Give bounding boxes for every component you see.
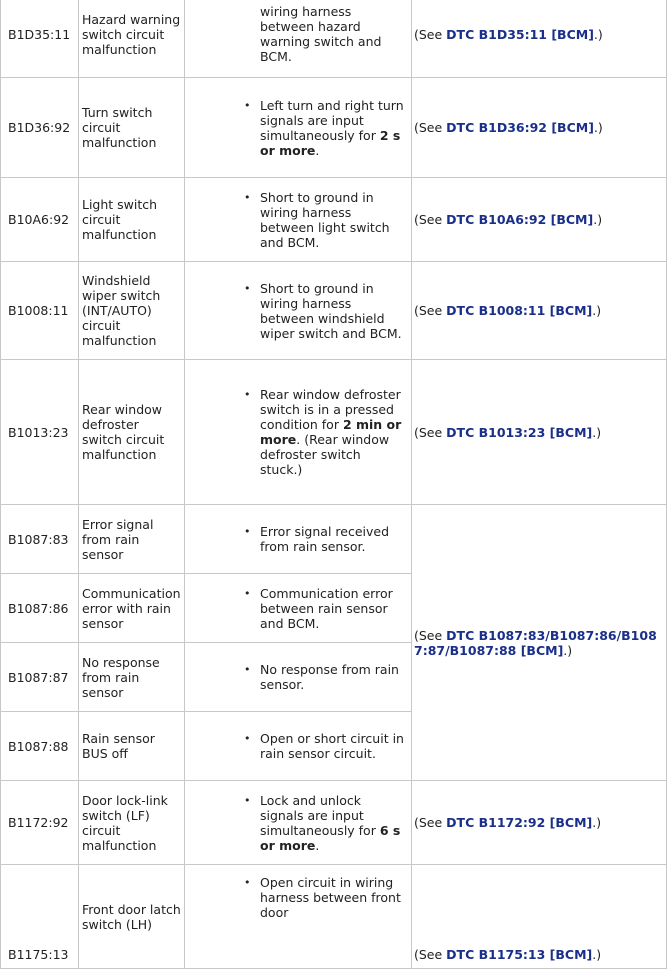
reference-cell (412, 781, 667, 865)
condition-emphasis: 2 s or more (260, 127, 401, 158)
condition-bullet (188, 190, 408, 250)
dtc-name: Communication error with rain sensor (79, 574, 185, 643)
condition-text: No response from rain sensor. (260, 662, 399, 692)
dtc-code: B1087:86 (1, 574, 79, 643)
dtc-reference-link[interactable]: DTC B1D36:92 [BCM] (446, 120, 594, 135)
reference-cell (412, 360, 667, 505)
dtc-name: Rain sensor BUS off (79, 712, 185, 781)
condition-text: Lock and unlock signals are input simultaneously for (260, 792, 380, 838)
dtc-name: Hazard warning switch circuit malfunction (79, 0, 185, 78)
detection-condition (185, 262, 412, 360)
detection-condition (185, 78, 412, 178)
detection-condition (185, 643, 412, 712)
detection-condition (185, 574, 412, 643)
dtc-name: Front door latch switch (LH) (79, 865, 185, 969)
ref-open: (See (414, 947, 447, 962)
dtc-reference-link[interactable]: DTC B1087:83/B1087:86/B1087:87/B1087:88 [BCM] (414, 627, 657, 658)
detection-condition (185, 781, 412, 865)
dtc-name: Light switch circuit malfunction (79, 178, 185, 262)
dtc-code: B1D36:92 (1, 78, 79, 178)
ref-open: (See (414, 212, 447, 227)
table-row (1, 178, 667, 262)
dtc-reference-link[interactable]: DTC B1175:13 [BCM] (446, 947, 593, 962)
reference-cell (412, 78, 667, 178)
dtc-code: B1013:23 (1, 360, 79, 505)
condition-text: Open circuit in wiring harness between front door (260, 875, 401, 920)
condition-bullet (188, 586, 408, 631)
condition-bullet (188, 662, 408, 692)
detection-condition (185, 712, 412, 781)
condition-bullet (188, 98, 408, 158)
dtc-reference-link[interactable]: DTC B10A6:92 [BCM] (446, 212, 594, 227)
condition-emphasis: 2 min or more (260, 417, 402, 447)
detection-condition (185, 178, 412, 262)
dtc-reference-link[interactable]: DTC B1008:11 [BCM] (446, 303, 593, 318)
ref-close: .) (592, 424, 602, 440)
condition-text-end: . (315, 837, 320, 853)
condition-text: Short to ground in wiring harness between windshield wiper switch and BCM. (260, 280, 402, 341)
ref-close: .) (593, 120, 603, 135)
dtc-code: B1087:87 (1, 643, 79, 712)
condition-text: Error signal received from rain sensor. (260, 524, 390, 554)
condition-text-end: . (315, 142, 320, 158)
condition-text: wiring harness between hazard warning switch and BCM. (260, 4, 382, 64)
ref-close: .) (593, 212, 603, 227)
ref-open: (See (414, 627, 447, 643)
reference-cell (412, 178, 667, 262)
condition-text: Short to ground in wiring harness between light switch and BCM. (260, 189, 390, 250)
dtc-name: Turn switch circuit malfunction (79, 78, 185, 178)
condition-bullet (188, 524, 408, 554)
ref-open: (See (414, 26, 447, 42)
ref-open: (See (414, 815, 447, 830)
condition-text: Rear window defroster switch is in a pressed condition for (260, 387, 401, 432)
dtc-code: B1D35:11 (1, 0, 79, 78)
ref-open: (See (414, 303, 447, 318)
reference-cell (412, 262, 667, 360)
dtc-reference-link[interactable]: DTC B1172:92 [BCM] (446, 815, 593, 830)
detection-condition (185, 505, 412, 574)
ref-close: .) (563, 642, 573, 658)
detection-condition (185, 865, 412, 969)
table-row (1, 781, 667, 865)
detection-condition (185, 0, 412, 78)
condition-bullet (188, 875, 408, 920)
dtc-name: Error signal from rain sensor (79, 505, 185, 574)
dtc-code: B1175:13 (1, 865, 79, 969)
table-row (1, 360, 667, 505)
detection-condition (185, 360, 412, 505)
condition-bullet (188, 387, 408, 477)
table-row (1, 262, 667, 360)
dtc-reference-link[interactable]: DTC B1013:23 [BCM] (446, 424, 593, 440)
dtc-code: B1172:92 (1, 781, 79, 865)
reference-cell (412, 505, 667, 781)
dtc-code: B1008:11 (1, 262, 79, 360)
condition-text: Left turn and right turn signals are input simultaneously for (260, 97, 404, 143)
condition-emphasis: 6 s or more (260, 822, 401, 853)
dtc-code: B10A6:92 (1, 178, 79, 262)
table-row (1, 865, 667, 969)
dtc-reference-link[interactable]: DTC B1D35:11 [BCM] (446, 26, 594, 42)
ref-close: .) (592, 947, 602, 962)
condition-bullet (188, 731, 408, 761)
ref-open: (See (414, 424, 447, 440)
dtc-name: No response from rain sensor (79, 643, 185, 712)
condition-text: Open or short circuit in rain sensor circuit. (260, 731, 404, 761)
dtc-code: B1087:88 (1, 712, 79, 781)
reference-cell (412, 865, 667, 969)
ref-close: .) (592, 815, 602, 830)
dtc-name: Door lock-link switch (LF) circuit malfunction (79, 781, 185, 865)
condition-bullet (188, 281, 408, 341)
condition-bullet (188, 793, 408, 853)
dtc-name: Windshield wiper switch (INT/AUTO) circuit malfunction (79, 262, 185, 360)
reference-cell (412, 0, 667, 78)
dtc-code: B1087:83 (1, 505, 79, 574)
table-row (1, 78, 667, 178)
condition-text-end: . (Rear window defroster switch stuck.) (260, 432, 390, 477)
ref-close: .) (593, 26, 603, 42)
dtc-name: Rear window defroster switch circuit malfunction (79, 360, 185, 505)
ref-open: (See (414, 120, 447, 135)
table-row (1, 505, 667, 574)
table-row (1, 0, 667, 78)
condition-text: Communication error between rain sensor and BCM. (260, 585, 393, 631)
ref-close: .) (592, 303, 602, 318)
